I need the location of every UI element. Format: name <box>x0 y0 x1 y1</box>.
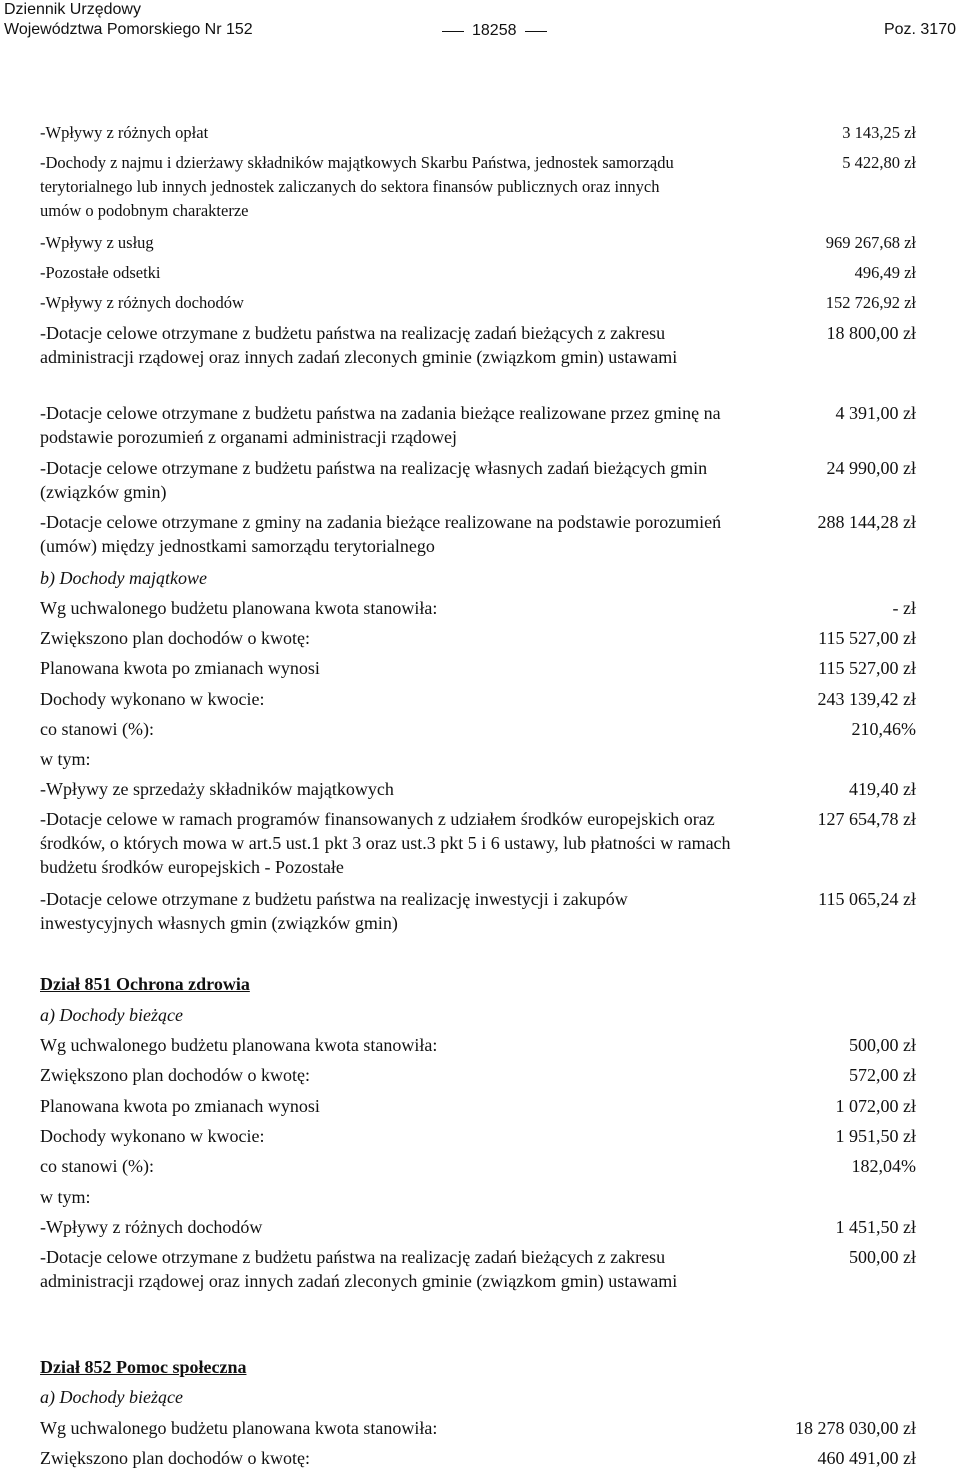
page-number-text: 18258 <box>472 22 517 39</box>
list-item: Dochody wykonano w kwocie: 243 139,42 zł <box>40 689 916 709</box>
list-item: Zwiększono plan dochodów o kwotę: 115 527,00 zł <box>40 628 916 648</box>
journal-name: Dziennik Urzędowy <box>4 1 141 18</box>
list-item: -Wpływy z różnych dochodów 152 726,92 zł <box>40 293 916 312</box>
list-item: -Wpływy z usług 969 267,68 zł <box>40 233 916 252</box>
list-item: Zwiększono plan dochodów o kwotę: 460 491,00 zł <box>40 1448 916 1468</box>
journal-issue: Województwa Pomorskiego Nr 152 <box>4 21 253 38</box>
journal-title <box>4 0 253 40</box>
dash-left <box>442 31 464 32</box>
list-item: -Pozostałe odsetki 496,49 zł <box>40 263 916 282</box>
list-item: -Dotacje celowe w ramach programów finansowanych z udziałem środków europejskich oraz środków, o których mowa w art.5 ust.1 pkt 3 oraz ust.3 pkt 5 i 6 ustawy, lub płatności w ramach budżetu środków europejskich - Pozostałe 127 654,78 zł <box>40 809 916 877</box>
subsection-heading: a) Dochody bieżące <box>40 1005 183 1025</box>
list-item: Planowana kwota po zmianach wynosi 1 072,00 zł <box>40 1096 916 1116</box>
subsection-heading: b) Dochody majątkowe <box>40 568 207 588</box>
list-item: w tym: <box>40 749 91 769</box>
list-item: -Wpływy z różnych opłat 3 143,25 zł <box>40 123 916 142</box>
list-item: -Dotacje celowe otrzymane z budżetu państwa na realizację inwestycji i zakupów inwestycyjnych własnych gmin (związków gmin) 115 065,24 zł <box>40 889 916 933</box>
list-item: Zwiększono plan dochodów o kwotę: 572,00 zł <box>40 1065 916 1085</box>
position-number: Poz. 3170 <box>883 21 956 38</box>
list-item: -Dotacje celowe otrzymane z budżetu państwa na realizację zadań bieżących z zakresu administracji rządowej oraz innych zadań zleconych gminie (związkom gmin) ustawami 500,00 zł <box>40 1247 916 1291</box>
list-item: Dochody wykonano w kwocie: 1 951,50 zł <box>40 1126 916 1146</box>
list-item: Wg uchwalonego budżetu planowana kwota stanowiła: - zł <box>40 598 916 618</box>
list-item: -Wpływy ze sprzedaży składników majątkowych 419,40 zł <box>40 779 916 799</box>
section-heading: Dział 852 Pomoc społeczna <box>40 1357 247 1377</box>
section-heading: Dział 851 Ochrona zdrowia <box>40 974 250 994</box>
list-item: Wg uchwalonego budżetu planowana kwota stanowiła: 18 278 030,00 zł <box>40 1418 916 1438</box>
list-item: -Wpływy z różnych dochodów 1 451,50 zł <box>40 1217 916 1237</box>
list-item: Wg uchwalonego budżetu planowana kwota stanowiła: 500,00 zł <box>40 1035 916 1055</box>
list-item: -Dotacje celowe otrzymane z budżetu państwa na realizację zadań bieżących z zakresu administracji rządowej oraz innych zadań zleconych gminie (związkom gmin) ustawami 18 800,00 zł <box>40 323 916 367</box>
list-item: -Dotacje celowe otrzymane z budżetu państwa na realizację własnych zadań bieżących gmin (związków gmin) 24 990,00 zł <box>40 458 916 502</box>
list-item: w tym: <box>40 1187 91 1207</box>
list-item: -Dotacje celowe otrzymane z gminy na zadania bieżące realizowane na podstawie porozumień (umów) między jednostkami samorządu terytorialnego 288 144,28 zł <box>40 512 916 556</box>
list-item: -Dochody z najmu i dzierżawy składników majątkowych Skarbu Państwa, jednostek samorządu terytorialnego lub innych jednostek zaliczanych do sektora finansów publicznych oraz innych umów o podobnym charakterze 5 422,80 zł <box>40 153 916 220</box>
dash-right <box>525 31 547 32</box>
subsection-heading: a) Dochody bieżące <box>40 1387 183 1407</box>
list-item: co stanowi (%): 182,04% <box>40 1156 916 1176</box>
list-item: Planowana kwota po zmianach wynosi 115 527,00 zł <box>40 658 916 678</box>
page-number <box>434 21 555 41</box>
list-item: -Dotacje celowe otrzymane z budżetu państwa na zadania bieżące realizowane przez gminę na podstawie porozumień z organami administracji rządowej 4 391,00 zł <box>40 403 916 447</box>
list-item: co stanowi (%): 210,46% <box>40 719 916 739</box>
